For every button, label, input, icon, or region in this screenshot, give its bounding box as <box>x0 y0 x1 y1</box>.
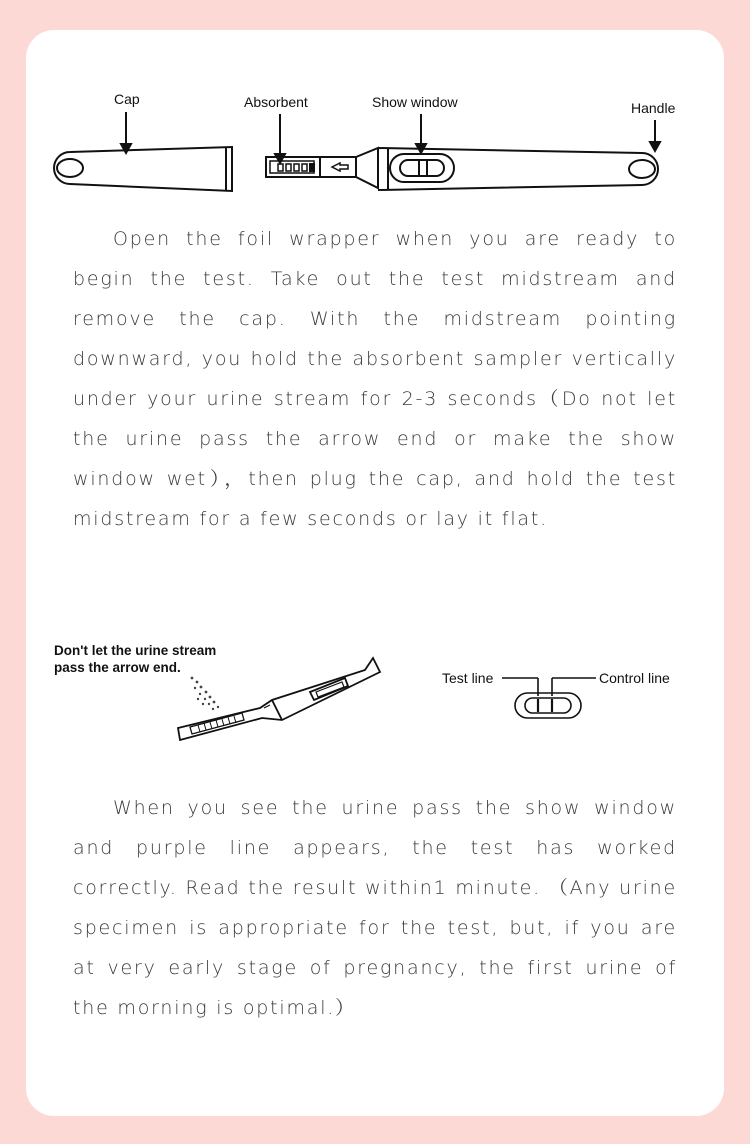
stick-in-stream-illustration <box>170 650 385 745</box>
absorbent-label: Absorbent <box>244 94 308 110</box>
test-line-label: Test line <box>442 670 494 686</box>
cap-label: Cap <box>114 91 140 107</box>
instruction-paragraph-2: When you see the urine pass the show window and purple line appears, the test has worked correctly. Read the result within1 minute. （Any urine specimen is appropriate for the test, but, if you are at very early stage of pregnancy, the first urine of the morning is optimal.） <box>73 797 677 1019</box>
instruction-paragraph-1: Open the foil wrapper when you are ready to begin the test. Take out the test midstream and remove the cap. With the midstream pointing downward, you hold the absorbent sampler vertically under your urine stream for 2-3 seconds（Do not let the urine pass the arrow end or make the show window wet），then plug the cap, and hold the test midstream for a few seconds or lay it flat. <box>73 228 677 530</box>
show-window-label: Show window <box>372 94 458 110</box>
warning-line-2: pass the arrow end. <box>54 660 181 675</box>
result-window-illustration <box>500 672 600 722</box>
warning-line-1: Don't let the urine stream <box>54 643 217 658</box>
midstream-parts-illustration <box>40 108 680 203</box>
handle-label: Handle <box>631 100 676 116</box>
control-line-label: Control line <box>599 670 670 686</box>
